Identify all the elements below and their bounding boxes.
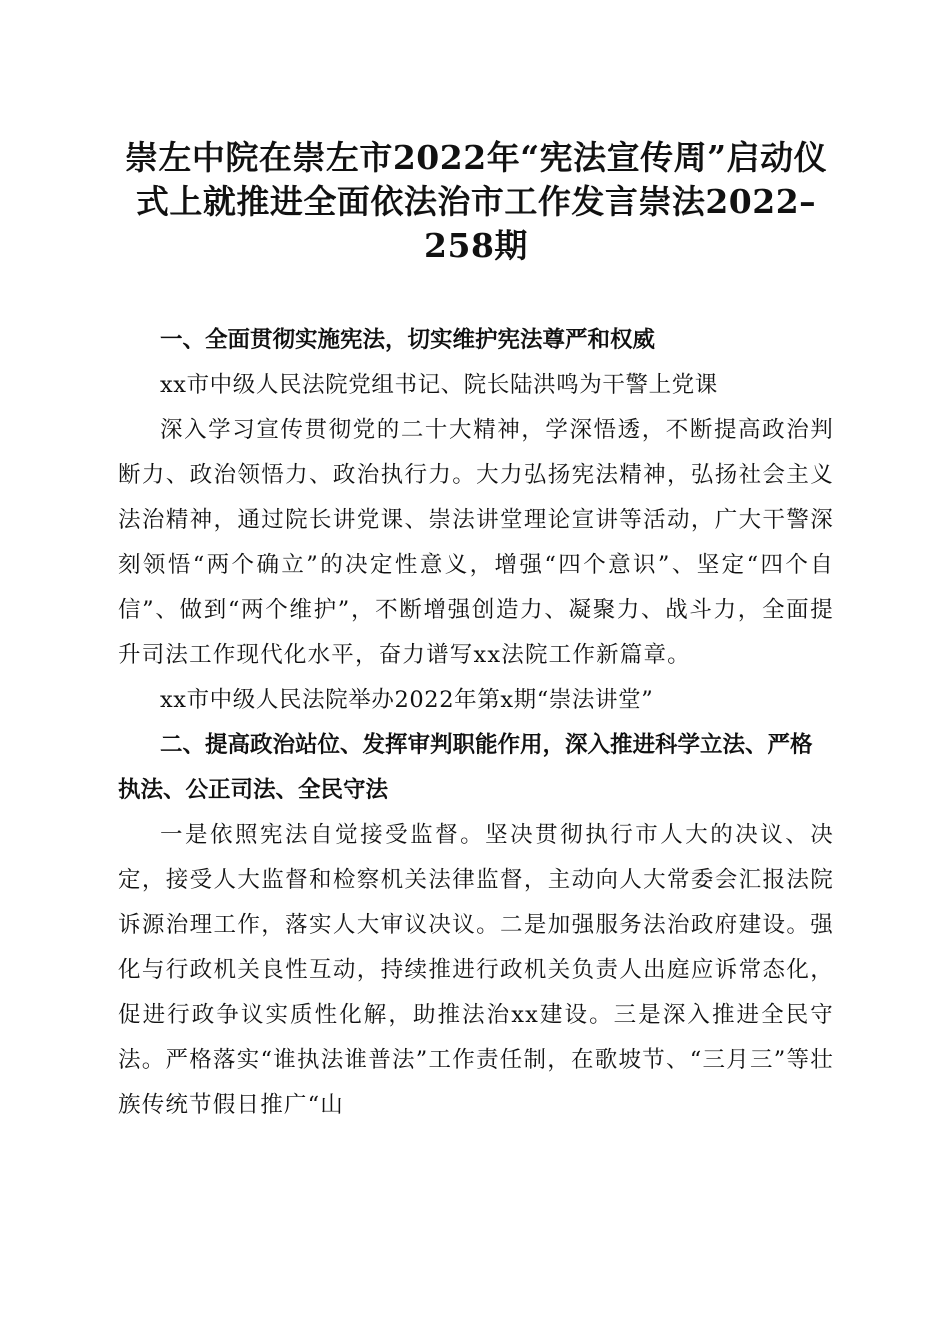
document-title: 崇左中院在崇左市2022年“宪法宣传周”启动仪式上就推进全面依法治市工作发言崇法2022–258期 <box>124 138 828 265</box>
document-body <box>118 318 834 1128</box>
section1-caption2: xx市中级人民法院举办2022年第x期“崇法讲堂” <box>160 687 654 713</box>
section2-paragraph: 一是依照宪法自觉接受监督。坚决贯彻执行市人大的决议、决定，接受人大监督和检察机关法律监督，主动向人大常委会汇报法院诉源治理工作，落实人大审议决议。二是加强服务法治政府建设。强化与行政机关良性互动，持续推进行政机关负责人出庭应诉常态化，促进行政争议实质性化解，助推法治xx建设。三是深入推进全民守法。严格落实“谁执法谁普法”工作责任制，在歌坡节、“三月三”等壮族传统节假日推广“山 <box>118 822 834 1118</box>
section1-caption: xx市中级人民法院党组书记、院长陆洪鸣为干警上党课 <box>160 372 718 398</box>
section1-heading: 一、全面贯彻实施宪法，切实维护宪法尊严和权威 <box>160 327 656 353</box>
section2-heading: 二、提高政治站位、发挥审判职能作用，深入推进科学立法、严格执法、公正司法、全民守法 <box>118 732 813 803</box>
section1-paragraph: 深入学习宣传贯彻党的二十大精神，学深悟透，不断提高政治判断力、政治领悟力、政治执行力。大力弘扬宪法精神，弘扬社会主义法治精神，通过院长讲党课、崇法讲堂理论宣讲等活动，广大干警深刻领悟“两个确立”的决定性意义，增强“四个意识”、坚定“四个自信”、做到“两个维护”，不断增强创造力、凝聚力、战斗力，全面提升司法工作现代化水平，奋力谱写xx法院工作新篇章。 <box>118 417 834 668</box>
